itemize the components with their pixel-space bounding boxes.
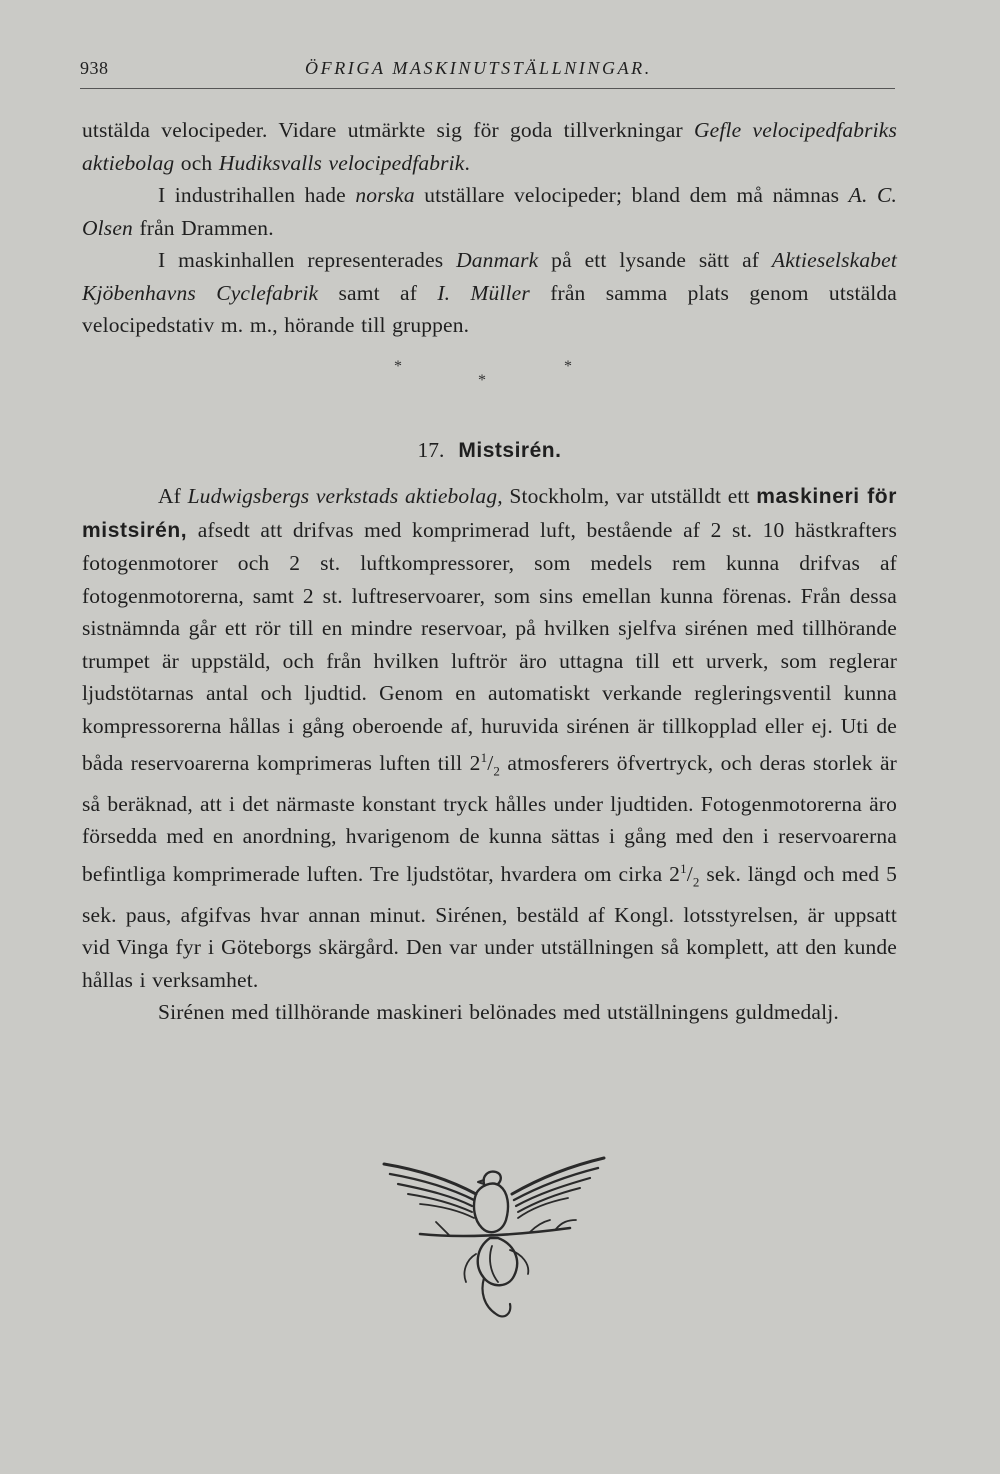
text-run: atmosferers öfvertryck, och deras storlek är så beräknad, att i det närmaste konstant tryck hålles under ljudtiden. Fotogenmotorerna äro försedda med en anordning, hvarigenom de kunna sättas i gång med den i reservoarerna befintliga komprimerade luften. Tre ljudstötar, hvardera om cirka bbox=[82, 751, 897, 887]
paragraph-continuation bbox=[82, 114, 897, 179]
country-emphasis: Danmark bbox=[456, 248, 539, 272]
text-run: utstälda velocipeder. Vidare utmärkte sig för goda tillverkningar bbox=[82, 118, 694, 142]
company-name: Hudiksvalls velocipedfabrik bbox=[218, 150, 465, 175]
fraction-numerator: 1 bbox=[480, 750, 488, 765]
company-name: Aktieselskabet Kjöbenhavns Cyclefabrik bbox=[82, 248, 897, 305]
company-name: Gefle velocipedfabriks aktiebolag bbox=[82, 118, 898, 175]
page-number: 938 bbox=[80, 58, 109, 78]
fraction-slash: / bbox=[487, 751, 494, 776]
paragraph-siren-description bbox=[82, 480, 897, 996]
text-run: Stockholm, var utställdt ett bbox=[502, 484, 757, 508]
fraction-slash: / bbox=[686, 862, 693, 887]
fraction-numerator: 1 bbox=[680, 860, 687, 876]
paragraph-denmark bbox=[82, 244, 897, 342]
fraction-denominator: 2 bbox=[493, 763, 501, 779]
section-velocipedes bbox=[82, 114, 897, 342]
fraction-whole: 2 bbox=[669, 862, 681, 887]
text-run: samt af bbox=[318, 280, 438, 305]
company-name: A. C. Olsen bbox=[82, 183, 897, 240]
running-title: ÖFRIGA MASKINUTSTÄLLNINGAR. bbox=[305, 58, 652, 78]
header-rule bbox=[80, 88, 895, 89]
text-run: utställare velocipeder; bland dem må nämnas bbox=[414, 183, 849, 207]
exhibit-emphasis: maskineri för mistsirén, bbox=[82, 485, 897, 542]
text-run: från Drammen. bbox=[132, 215, 274, 240]
text-run: sek. längd och med 5 sek. paus, afgifvas hvar annan minut. Sirénen, bestäld af Kongl. lotsstyrelsen, är uppsatt vid Vinga fyr i Göteborgs skärgård. Den var under utställningen så komplett, att den kunde hållas i verksamhet. bbox=[82, 862, 897, 992]
company-name: I. Müller bbox=[437, 280, 530, 305]
section-mistsiren bbox=[82, 480, 897, 1029]
text-run: på ett lysande sätt af bbox=[538, 248, 772, 272]
paragraph-award: Sirénen med tillhörande maskineri belönades med utställningens guldmedalj. bbox=[158, 1000, 839, 1025]
text-run: och bbox=[174, 150, 219, 175]
text-run: afsedt att drifvas med komprimerad luft, bestående af 2 st. 10 hästkrafters fotogenmotorer och 2 st. luftkompressorer, som medels rem kunna drifvas af fotogenmotorerna, samt 2 st. luftreservoarer, som sins emellan kunna förenas. Från dessa sistnämnda går ett rör till en mindre reservoar, på hvilken sjelfva sirénen med tillhörande trumpet är uppstäld, och från hvilken luftrör äro uttagna till ett urverk, som reglerar ljudstötarnas antal och ljudtid. Genom en automatiskt verkande regleringsventil kunna kompressorerna hållas i gång oberoende af, huruvida sirénen är tillkopplad eller ej. Uti de båda reservoarerna komprimeras luften till bbox=[82, 517, 897, 776]
section-heading bbox=[82, 438, 897, 463]
section-number: 17. bbox=[417, 438, 445, 462]
running-head bbox=[80, 58, 895, 86]
text-run: Af bbox=[158, 484, 188, 508]
section-title: Mistsirén. bbox=[458, 439, 562, 462]
text-run: från samma plats genom utstälda velocipedstativ m. m., hörande till gruppen. bbox=[82, 280, 897, 337]
asterisk: * bbox=[564, 358, 572, 375]
text-run: . bbox=[464, 150, 471, 175]
asterisk: * bbox=[478, 372, 486, 389]
asterisk: * bbox=[394, 358, 402, 375]
fraction-whole: 2 bbox=[469, 751, 481, 776]
company-name: Ludwigsbergs verkstads aktiebolag, bbox=[187, 484, 503, 508]
asterism-separator bbox=[380, 352, 600, 402]
eagle-vignette-icon bbox=[380, 1150, 608, 1325]
country-emphasis: norska bbox=[355, 183, 415, 207]
paragraph-norway bbox=[82, 179, 897, 244]
text-run: I maskinhallen representerades bbox=[158, 248, 457, 272]
text-run: I industrihallen hade bbox=[158, 183, 356, 207]
fraction-denominator: 2 bbox=[692, 874, 700, 890]
